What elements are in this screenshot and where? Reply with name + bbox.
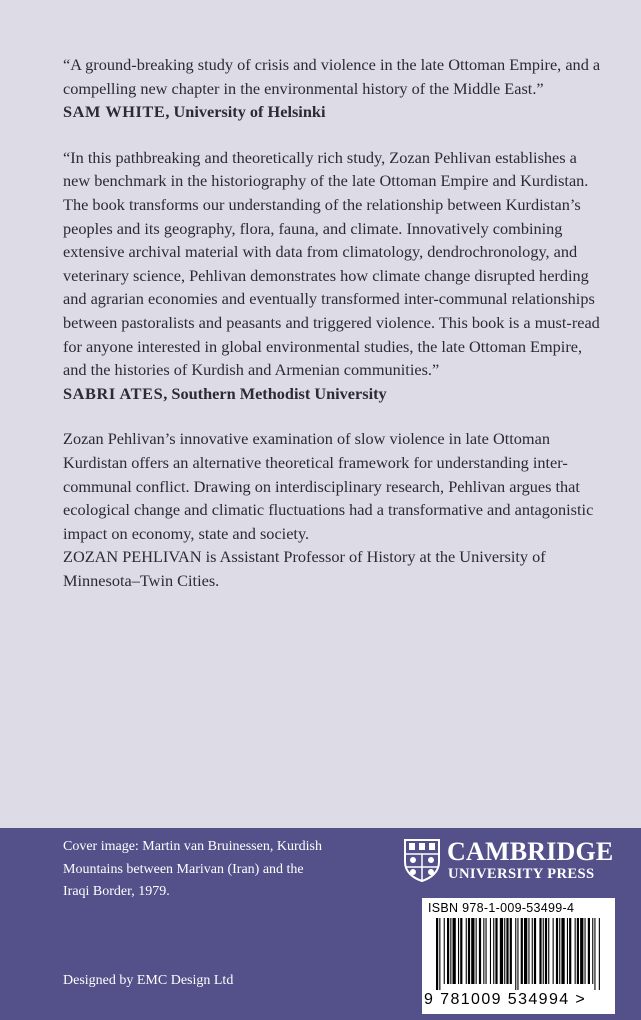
isbn-barcode [422,898,615,1014]
designer-credit: Designed by EMC Design Ltd [63,973,234,988]
publisher-name: CAMBRIDGE [447,837,614,866]
publisher-band [0,828,641,1020]
book-description: Zozan Pehlivan’s innovative examination of slow violence in late Ottoman Kurdistan offers an alternative theoretical framework for understanding inter-communal conflict. Drawing on interdisciplinary research, Pehlivan argues that ecological change and climatic fluctuations had a transformative and antagonistic impact on economy, state and society. [63,429,594,543]
endorser-affiliation: Southern Methodist University [171,383,387,403]
publisher-logo [403,838,618,886]
publisher-subname: UNIVERSITY PRESS [448,866,595,882]
endorsement-2-text: “In this pathbreaking and theoretically rich study, Zozan Pehlivan establishes a new benchmark in the historiography of the late Ottoman Empire and Kurdistan. The book transforms our understanding of the relationship between Kurdistan’s peoples and its geography, flora, fauna, and climate. Innovatively combining extensive archival material with data from climatology, dendrochronology, and veterinary science, Pehlivan demonstrates how climate change disrupted herding and agrarian economies and eventually transformed inter-communal relationships between pastoralists and peasants and triggered violence. This book is a must-read for anyone interested in global environmental studies, the late Ottoman Empire, and the histories of Kurdish and Armenian communities.” [63,147,600,380]
isbn-digits: 9 781009 534994 > [424,991,587,1008]
cambridge-shield-icon [403,838,441,882]
endorsement-2 [63,146,608,406]
endorsement-1-attribution: SAM WHITE, University of Helsinki [63,102,326,122]
author-bio: ZOZAN PEHLIVAN is Assistant Professor of History at the University of Minnesota–Twin Cities. [63,547,546,590]
endorsement-2-attribution: SABRI ATES, Southern Methodist University [63,383,387,403]
endorser-name: SABRI ATES [63,383,164,403]
barcode-icon [428,918,608,990]
isbn-label: ISBN 978-1-009-53499-4 [428,901,575,915]
endorser-affiliation: University of Helsinki [173,102,326,122]
cover-image-credit: Cover image: Martin van Bruinessen, Kurdish Mountains between Marivan (Iran) and the Iraqi Border, 1979. [63,839,322,899]
endorsement-1-text: “A ground-breaking study of crisis and violence in the late Ottoman Empire, and a compelling new chapter in the environmental history of the Middle East.” [63,55,601,98]
content-column [63,53,608,592]
endorsement-1 [63,53,608,124]
endorser-name: SAM WHITE [63,102,166,122]
